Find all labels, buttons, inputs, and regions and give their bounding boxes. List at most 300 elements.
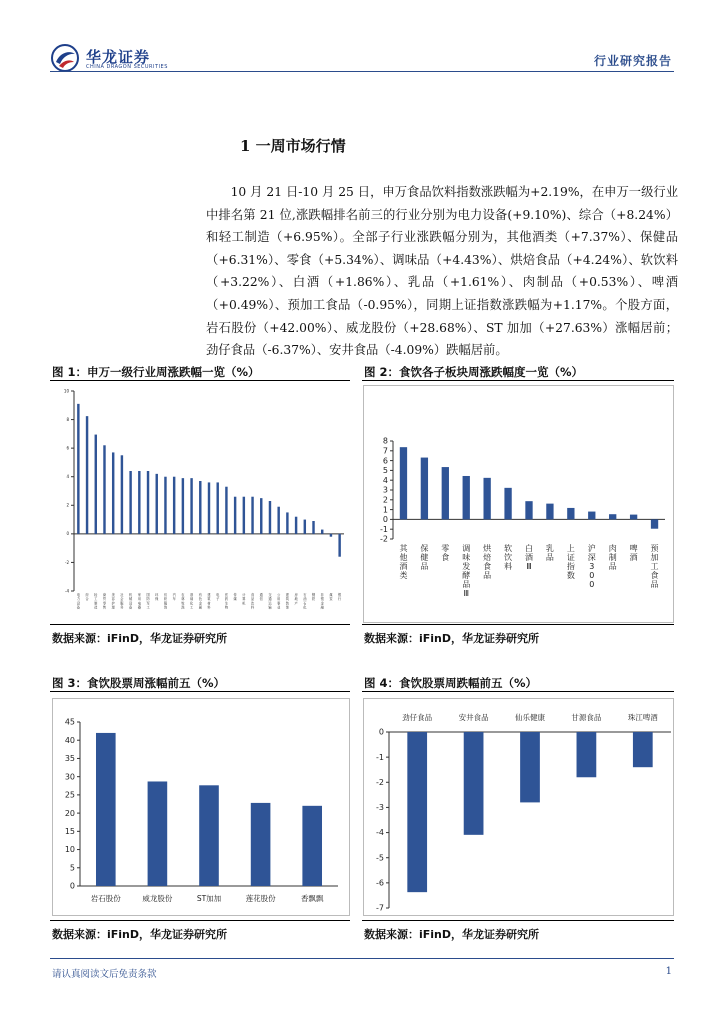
- fig1-category-char: 牧: [181, 601, 185, 606]
- fig2-category-label: [462, 544, 470, 598]
- fig2-category-char: 沪: [587, 544, 596, 553]
- fig1-category-label: [190, 592, 194, 610]
- brand-name-en: CHINA DRAGON SECURITIES: [86, 64, 168, 70]
- fig1-category-label: [120, 592, 124, 610]
- fig1-category-char: 电: [137, 601, 141, 606]
- fig2-y-tick-label: 2: [382, 495, 388, 505]
- fig1-category-label: [234, 592, 238, 601]
- fig1-bar: [216, 482, 218, 533]
- fig1-bar: [199, 481, 201, 534]
- fig1-bar: [182, 478, 184, 534]
- fig1-category-char: 通: [268, 597, 272, 602]
- fig4-y-tick-label: -2: [376, 777, 384, 787]
- fig1-bar: [321, 530, 323, 534]
- fig1-category-char: 产: [294, 601, 298, 606]
- fig1-bar: [147, 471, 149, 534]
- fig1-category-char: 地: [294, 597, 298, 602]
- fig2-category-label: [630, 543, 638, 562]
- fig3-y-tick-label: 45: [64, 717, 75, 727]
- fig3-bar: [302, 806, 322, 886]
- fig1-category-char: 信: [259, 597, 263, 602]
- fig2-category-char: 白: [525, 544, 533, 553]
- fig1-category-char: 织: [163, 597, 168, 602]
- fig1-title-rule: [50, 380, 350, 381]
- fig1-category-char: 家: [137, 593, 141, 597]
- fig1-category-char: 药: [224, 597, 229, 602]
- fig1-bar: [121, 455, 123, 534]
- fig2-category-char: 制: [608, 553, 617, 562]
- fig1-category-label: [329, 592, 333, 601]
- fig2-bar: [421, 458, 428, 520]
- fig4-bar: [520, 732, 540, 802]
- fig1-category-char: 综: [85, 593, 89, 597]
- fig2-bar: [442, 467, 449, 519]
- fig2-category-char: 类: [399, 571, 408, 580]
- fig3-title-rule: [50, 691, 350, 692]
- fig2-y-tick-label: 1: [382, 505, 388, 515]
- header-divider: [148, 71, 674, 72]
- fig1-category-label: [321, 592, 325, 610]
- fig1-category-char: 用: [277, 597, 281, 602]
- fig2-category-label: [567, 543, 575, 580]
- fig1-category-label: [85, 592, 89, 601]
- fig1-category-char: 饮: [250, 601, 255, 606]
- fig2-category-char: 食: [441, 553, 450, 562]
- fig2-category-char: 品: [650, 580, 659, 589]
- fig2-bar: [567, 508, 574, 519]
- fig1-category-char: 石: [303, 601, 307, 606]
- fig1-category-char: 社: [120, 593, 124, 597]
- fig2-category-label: [441, 544, 449, 562]
- fig2-bar: [400, 447, 407, 519]
- fig1-category-label: [303, 592, 307, 610]
- fig3-bar: [148, 781, 168, 886]
- fig1-category-char: 非: [320, 593, 324, 597]
- fig3-bottom-rule: [50, 920, 350, 921]
- fig3-source: 数据来源：iFinD，华龙证券研究所: [52, 928, 228, 941]
- fig3-y-tick-label: 5: [69, 863, 75, 873]
- fig2-bar: [525, 501, 532, 519]
- fig1-category-label: [77, 592, 81, 610]
- fig1-category-char: 农: [181, 593, 185, 597]
- fig4-category-label: 甘源食品: [571, 713, 602, 722]
- fig3-y-tick-label: 15: [64, 827, 75, 836]
- market-summary: [206, 181, 678, 362]
- fig1-chart: [52, 385, 350, 623]
- fig1-category-char: 食: [250, 593, 255, 597]
- fig3-bar: [251, 803, 271, 886]
- fig1-category-char: 筑: [207, 597, 211, 602]
- fig4-y-tick-label: -5: [376, 853, 384, 863]
- page-number: 1: [665, 966, 672, 977]
- fig2-frame: [364, 386, 674, 623]
- fig2-category-char: 品: [483, 571, 492, 580]
- fig1-category-char: 业: [277, 605, 281, 610]
- fig1-category-char: 钢: [311, 593, 316, 597]
- fig1-category-char: 媒: [233, 597, 237, 602]
- fig1-category-char: 车: [172, 597, 176, 602]
- fig4-title-rule: [362, 691, 674, 692]
- fig1-category-label: [155, 592, 159, 601]
- fig1-category-char: 铁: [311, 597, 316, 602]
- fig1-category-label: [112, 592, 116, 610]
- fig2-bar: [630, 515, 637, 520]
- fig2-category-char: 预: [650, 544, 659, 553]
- fig2-category-char: 肉: [608, 544, 617, 553]
- fig3-category-label: 威龙股份: [142, 894, 173, 903]
- fig1-title: 图 1：申万一级行业周涨跌幅一览（%）: [52, 365, 260, 379]
- fig1-category-label: [216, 592, 220, 601]
- fig4-bar: [577, 732, 597, 777]
- fig2-category-label: [609, 543, 617, 571]
- fig2-category-char: 调: [462, 544, 471, 553]
- fig1-bottom-rule: [50, 624, 350, 625]
- fig2-bar: [463, 476, 470, 519]
- fig1-category-label: [242, 592, 246, 605]
- fig1-bar: [208, 482, 210, 533]
- fig1-category-char: 电: [76, 593, 80, 597]
- fig1-bar: [77, 404, 79, 534]
- fig1-category-char: 工: [146, 605, 150, 610]
- fig3-category-label: 岩石股份: [90, 894, 121, 903]
- fig1-category-char: 炭: [329, 597, 333, 602]
- fig1-bar: [338, 534, 340, 557]
- fig1-category-char: 备: [129, 605, 133, 610]
- fig1-category-label: [225, 592, 229, 610]
- fig2-category-char: 饮: [504, 553, 513, 562]
- fig3-y-tick-label: 40: [64, 735, 75, 745]
- fig2-y-tick-label: 3: [382, 485, 388, 495]
- fig3-bar: [199, 785, 219, 886]
- fig1-category-char: 计: [242, 593, 246, 597]
- fig2-category-char: 上: [566, 544, 575, 553]
- fig2-category-label: [588, 543, 596, 589]
- fig2-bottom-rule: [362, 624, 674, 625]
- fig1-category-char: 建: [285, 593, 289, 597]
- fig1-category-char: 料: [207, 605, 211, 610]
- fig1-bar: [260, 498, 262, 534]
- fig1-category-char: 金: [198, 601, 202, 606]
- fig4-y-tick-label: -1: [376, 752, 384, 762]
- fig1-category-char: 纺: [163, 593, 168, 597]
- fig2-category-char: 乳: [545, 544, 554, 553]
- fig1-category-char: 石: [303, 593, 307, 597]
- fig2-title-rule: [362, 380, 674, 381]
- fig1-category-char: 装: [285, 601, 289, 606]
- fig2-y-tick-label: 7: [382, 446, 388, 456]
- fig1-category-char: 品: [250, 597, 255, 602]
- fig1-category-char: 容: [111, 597, 115, 602]
- fig2-category-label: [546, 543, 554, 562]
- fig3-category-label: ST加加: [196, 894, 222, 903]
- header-divider-left: [50, 71, 148, 72]
- fig2-category-char: Ⅲ: [463, 589, 469, 598]
- fig1-category-char: 算: [242, 597, 246, 602]
- fig2-category-char: 品: [462, 580, 471, 589]
- fig4-source: 数据来源：iFinD，华龙证券研究所: [364, 928, 540, 941]
- fig2-category-char: 证: [566, 553, 575, 562]
- footer-divider: [50, 958, 674, 959]
- fig2-category-char: 食: [650, 571, 659, 580]
- fig4-y-tick-label: -3: [376, 803, 384, 813]
- fig1-category-char: 房: [294, 593, 298, 597]
- fig2-y-tick-label: 0: [382, 515, 388, 525]
- fig3-category-label: 香飘飘: [300, 894, 324, 903]
- fig4-chart: [363, 698, 674, 916]
- fig1-category-char: 防: [146, 597, 150, 602]
- fig2-title: 图 2：食饮各子板块周涨跌幅度一览（%）: [364, 365, 584, 379]
- fig2-bar: [588, 512, 595, 520]
- fig2-category-char: 品: [608, 562, 617, 571]
- fig2-category-label: [483, 543, 492, 580]
- fig1-bar: [173, 477, 175, 534]
- fig1-bar: [243, 497, 245, 534]
- fig3-y-tick-label: 10: [64, 845, 75, 855]
- fig1-category-char: 础: [189, 597, 194, 602]
- fig1-category-char: 林: [181, 597, 185, 602]
- fig2-category-label: [651, 544, 659, 589]
- fig2-bar: [483, 478, 490, 520]
- fig1-category-char: 煤: [329, 593, 333, 597]
- fig4-y-tick-label: -6: [376, 878, 384, 888]
- fig2-category-char: 零: [441, 544, 450, 553]
- fig1-category-char: 会: [120, 597, 124, 602]
- fig3-y-tick-label: 0: [69, 881, 75, 891]
- fig2-y-tick-label: 5: [382, 466, 388, 476]
- fig1-category-char: 料: [250, 605, 255, 610]
- fig1-category-char: 通: [259, 593, 263, 597]
- fig1-bar: [156, 474, 158, 534]
- fig1-category-label: [138, 592, 142, 610]
- fig3-chart: [52, 698, 350, 916]
- fig1-category-char: 器: [137, 605, 141, 610]
- fig1-category-label: [251, 592, 255, 610]
- fig1-category-label: [312, 592, 316, 601]
- fig1-category-char: 械: [129, 597, 133, 602]
- fig2-category-char: 焙: [483, 553, 492, 562]
- fig1-category-char: 务: [120, 605, 124, 610]
- fig1-category-label: [286, 592, 290, 610]
- fig1-bar: [295, 517, 297, 534]
- fig1-y-tick-label: -4: [65, 588, 69, 594]
- fig1-category-label: [277, 593, 281, 610]
- fig1-category-char: 事: [277, 601, 281, 606]
- section-title: 1 一周市场行情: [240, 137, 346, 155]
- fig1-category-char: 融: [320, 605, 324, 610]
- fig1-bar: [129, 471, 131, 534]
- fig4-category-label: 珠江啤酒: [627, 713, 658, 722]
- fig1-category-char: 环: [155, 593, 159, 597]
- fig4-bar: [464, 732, 484, 835]
- fig4-category-label: 安井食品: [458, 713, 489, 722]
- fig1-bar: [269, 501, 271, 534]
- fig3-category-label: 莲花股份: [245, 894, 276, 903]
- fig1-category-char: 油: [303, 597, 307, 602]
- fig1-category-char: 服: [120, 601, 124, 606]
- fig2-category-char: 其: [399, 544, 408, 553]
- fig2-category-char: 品: [545, 553, 554, 562]
- fig2-category-char: 他: [399, 553, 408, 562]
- fig2-y-tick-label: 6: [382, 456, 388, 466]
- fig1-category-char: 设: [76, 601, 80, 606]
- fig2-category-label: [525, 543, 533, 571]
- fig2-bar: [651, 519, 658, 528]
- fig1-category-char: 理: [111, 605, 115, 610]
- fig2-category-label: [504, 543, 512, 571]
- fig2-category-char: 味: [462, 553, 471, 562]
- fig1-bar: [225, 487, 227, 534]
- fig1-category-char: 设: [129, 601, 133, 606]
- fig2-chart: [363, 385, 674, 623]
- fig1-category-char: 渔: [181, 605, 185, 610]
- fig1-category-char: 饰: [163, 605, 168, 610]
- fig1-y-tick-label: 8: [66, 416, 69, 422]
- fig1-category-char: 工: [189, 605, 194, 610]
- fig2-category-char: 数: [566, 571, 575, 580]
- fig1-bar: [164, 477, 166, 534]
- fig2-category-char: 加: [650, 553, 659, 562]
- fig2-y-tick-label: -2: [380, 534, 388, 544]
- fig4-title: 图 4：食饮股票周跌幅前五（%）: [364, 676, 538, 690]
- fig2-category-char: 食: [483, 562, 492, 571]
- fig2-y-tick-label: 8: [382, 436, 388, 446]
- fig2-category-char: 酒: [399, 562, 408, 571]
- fig1-category-label: [103, 592, 107, 610]
- fig1-category-label: [260, 592, 264, 601]
- fig1-category-char: 化: [303, 605, 307, 610]
- fig1-category-char: 售: [102, 605, 107, 610]
- fig2-category-char: 酒: [629, 553, 638, 562]
- fig2-category-char: 深: [587, 553, 596, 562]
- fig1-bar: [234, 497, 236, 534]
- fig1-bar: [277, 507, 279, 534]
- footer-disclaimer: 请认真阅读文后免责条款: [52, 969, 157, 980]
- fig2-category-char: 发: [462, 562, 471, 571]
- brand-name: 华龙证券: [86, 48, 151, 66]
- fig3-y-tick-label: 25: [64, 790, 75, 800]
- company-logo-icon: [50, 44, 80, 72]
- fig1-category-char: 保: [155, 597, 159, 602]
- fig1-category-char: 零: [102, 601, 107, 606]
- fig1-category-char: 有: [198, 593, 202, 597]
- fig1-category-char: 造: [94, 605, 98, 610]
- fig1-category-label: [338, 592, 342, 601]
- fig1-category-char: 子: [216, 597, 220, 602]
- fig1-category-char: 建: [207, 593, 211, 597]
- fig1-bar: [304, 520, 306, 534]
- fig1-category-label: [94, 592, 98, 610]
- fig1-category-label: [199, 592, 203, 610]
- fig4-bar: [407, 732, 427, 892]
- fig1-category-char: 材: [207, 601, 211, 606]
- fig1-category-char: 属: [198, 605, 202, 610]
- fig1-bar: [312, 521, 314, 534]
- fig1-category-label: [181, 592, 185, 610]
- fig1-category-char: 行: [338, 597, 342, 602]
- fig1-category-char: 美: [111, 593, 115, 597]
- fig4-category-label: 劲仔食品: [402, 713, 433, 722]
- fig1-category-char: 工: [94, 597, 98, 602]
- fig1-category-char: 输: [268, 605, 272, 610]
- fig3-title: 图 3：食饮股票周涨幅前五（%）: [52, 676, 226, 690]
- fig2-category-char: 品: [420, 562, 429, 571]
- fig1-y-tick-label: 2: [66, 502, 69, 508]
- fig1-category-char: 金: [320, 601, 324, 606]
- fig2-category-char: 软: [504, 544, 513, 553]
- fig4-bar: [633, 732, 653, 767]
- fig1-category-char: 公: [277, 593, 281, 597]
- fig1-category-char: 军: [146, 601, 150, 606]
- fig2-category-char: 0: [589, 580, 595, 589]
- fig1-category-char: 色: [198, 597, 202, 602]
- fig1-category-char: 合: [85, 597, 89, 602]
- fig1-category-char: 传: [233, 593, 237, 597]
- fig2-bar: [504, 488, 511, 520]
- fig2-category-char: 烘: [483, 544, 492, 553]
- fig3-y-tick-label: 20: [64, 808, 75, 818]
- fig2-category-label: [420, 544, 428, 571]
- fig1-category-char: 基: [189, 593, 194, 597]
- fig4-category-label: 仙乐健康: [515, 713, 545, 722]
- fig2-category-char: 3: [589, 562, 595, 571]
- fig4-y-tick-label: -7: [376, 903, 384, 913]
- fig1-y-tick-label: 10: [63, 388, 69, 394]
- fig1-category-char: 化: [189, 601, 194, 606]
- fig1-category-label: [268, 592, 272, 610]
- fig2-category-char: 料: [504, 562, 513, 571]
- fig1-category-label: [129, 592, 133, 610]
- fig3-bar: [96, 733, 116, 886]
- fig2-category-char: 酒: [525, 553, 533, 562]
- market-summary-text: 10 月 21 日-10 月 25 日，申万食品饮料指数涨跌幅为+2.19%，在申万一级行业中排名第 21 位,涨跌幅排名前三的行业分别为电力设备(+9.10%)、综合（+8.24%）和轻工制造（+6.95%）。全部子行业涨跌幅分别为，其他酒类（+7.37%）、保健品（+6.31%）、零食（+5.34%）、调味品（+4.43%）、烘焙食品（+4.24%）、软饮料（+3.22%）、白酒（+1.86%）、乳品（+1.61%）、肉制品（+0.53%）、啤酒（+0.49%）、预加工食品（-0.95%），同期上证指数涨跌幅为+1.17%。个股方面，岩石股份（+42.00%）、威龙股份（+28.68%）、ST 加加（+27.63%）涨幅居前；劲仔食品（-6.37%）、安井食品（-4.09%）跌幅居前。: [206, 185, 678, 358]
- fig1-bar: [286, 512, 288, 533]
- fig2-y-tick-label: 4: [382, 475, 388, 485]
- fig2-y-tick-label: -1: [380, 524, 388, 534]
- fig2-category-char: 指: [566, 562, 575, 571]
- report-type: 行业研究报告: [593, 54, 672, 68]
- fig1-y-tick-label: -2: [65, 559, 69, 565]
- fig3-y-tick-label: 30: [64, 772, 75, 782]
- fig3-y-tick-label: 35: [64, 754, 75, 764]
- fig1-category-char: 物: [224, 605, 229, 610]
- fig1-category-label: [173, 592, 177, 601]
- fig1-category-char: 汽: [172, 593, 176, 597]
- fig1-category-char: 电: [216, 593, 220, 597]
- fig1-category-char: 饰: [285, 605, 289, 610]
- fig4-y-tick-label: 0: [378, 727, 384, 737]
- fig1-category-char: 交: [268, 593, 272, 597]
- fig1-bar: [112, 452, 114, 533]
- fig2-category-char: Ⅲ: [526, 562, 532, 571]
- fig2-bar: [546, 504, 553, 520]
- fig2-bar: [609, 514, 616, 519]
- fig1-bar: [103, 445, 105, 534]
- fig1-category-char: 生: [224, 601, 229, 606]
- fig1-bar: [190, 478, 192, 534]
- fig1-source: 数据来源：iFinD，华龙证券研究所: [52, 632, 228, 645]
- fig1-category-char: 国: [146, 593, 150, 597]
- fig1-category-label: [146, 592, 150, 610]
- fig1-category-label: [295, 592, 299, 605]
- fig1-category-label: [164, 592, 168, 610]
- fig1-category-char: 机: [242, 601, 246, 606]
- fig1-category-char: 医: [224, 593, 229, 597]
- fig4-y-tick-label: -4: [376, 828, 384, 838]
- fig1-bar: [251, 497, 253, 534]
- fig1-category-char: 运: [268, 601, 272, 606]
- fig2-category-char: 工: [650, 562, 659, 571]
- fig1-category-char: 商: [102, 593, 107, 597]
